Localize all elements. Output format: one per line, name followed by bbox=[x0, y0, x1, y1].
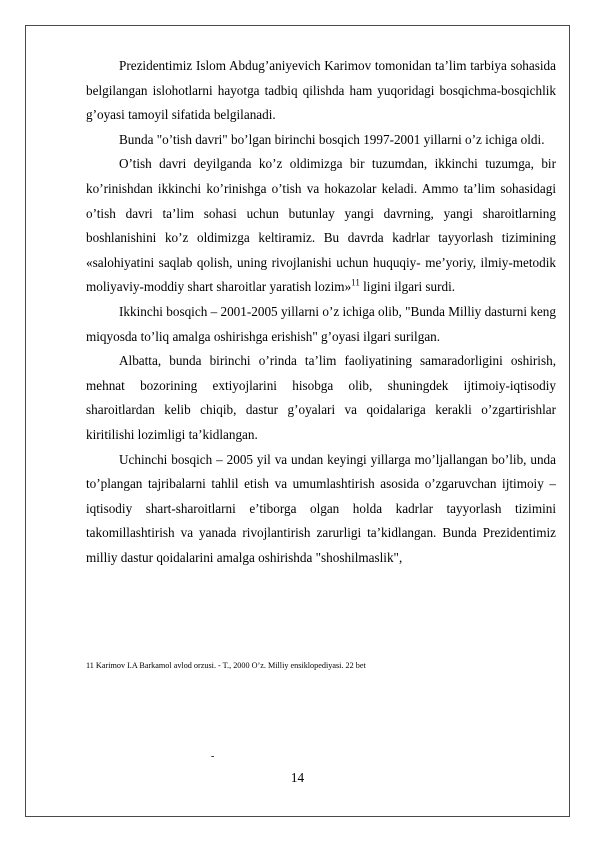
footnote: 11 Karimov I.A Barkamol avlod orzusi. - T., 2000 O’z. Milliy ensiklopediyasi. 22 bet bbox=[86, 661, 366, 670]
paragraph-3 bbox=[86, 152, 556, 300]
page-number: 14 bbox=[290, 770, 305, 785]
paragraph-5: Albatta, bunda birinchi o’rinda ta’lim faoliyatining samaradorligini oshirish, mehnat bozorining extiyojlarini hisobga olib, shuningdek ijtimoiy-iqtisodiy sharoitlardan kelib chiqib, dastur g’oyalari va qoidalariga kerakli o’zgartirishlar kiritilishi lozimligi ta’kidlangan. bbox=[86, 353, 556, 442]
paragraph-3-tail: ligini ilgari surdi. bbox=[359, 279, 456, 295]
paragraph-4: Ikkinchi bosqich – 2001-2005 yillarni o’z ichiga olib, "Bunda Milliy dasturni keng miqyosda to’liq amalga oshirishga erishish" g’oyasi ilgari surilgan. bbox=[86, 303, 556, 344]
paragraph-6: Uchinchi bosqich – 2005 yil va undan keyingi yillarga mo’ljallangan bo’lib, unda to’plangan tajribalarni tahlil etish va umumlashtirish asosida o’zgaruvchan ijtimoiy –iqtisodiy shart-sharoitlarni e’tiborga olgan holda kadrlar tayyorlash tizimini takomillashtirish va yanada rivojlantirish zarurligi ta’kidlangan. Bunda Prezidentimiz milliy dastur qoidalarini amalga oshirishda "shoshilmaslik", bbox=[86, 451, 556, 565]
paragraph-3-text: O’tish davri deyilganda ko’z oldimizga bir tuzumdan, ikkinchi tuzumga, bir ko’rinishdan ikkinchi ko’rinishga o’tish va hokazolar keladi. Ammo ta’lim sohasidagi o’tish davri ta’lim sohasi uchun butunlay yangi davrning, yangi sharoitlarning boshlanishini ko’z oldimizga keltiramiz. Bu davrda kadrlar tayyorlash tizimining «salohiyatini saqlab qolish, uning rivojlanishi uchun huquqiy- me’yoriy, ilmiy-metodik moliyaviy-moddiy shart sharoitlar yaratish lozim» bbox=[86, 156, 556, 295]
stray-mark: - bbox=[211, 751, 215, 762]
paragraph-1: Prezidentimiz Islom Abdug’aniyevich Karimov tomonidan ta’lim tarbiya sohasida belgilangan islohotlarni hayotga tadbiq qilishda ham yuqoridagi bosqichma-bosqichlik g’oyasi tamoyil sifatida belgilanadi. bbox=[86, 58, 556, 123]
body-text bbox=[86, 54, 556, 570]
footnote-reference: 11 bbox=[351, 277, 360, 288]
paragraph-2: Bunda "o’tish davri" bo’lgan birinchi bosqich 1997-2001 yillarni o’z ichiga oldi. bbox=[119, 131, 545, 147]
